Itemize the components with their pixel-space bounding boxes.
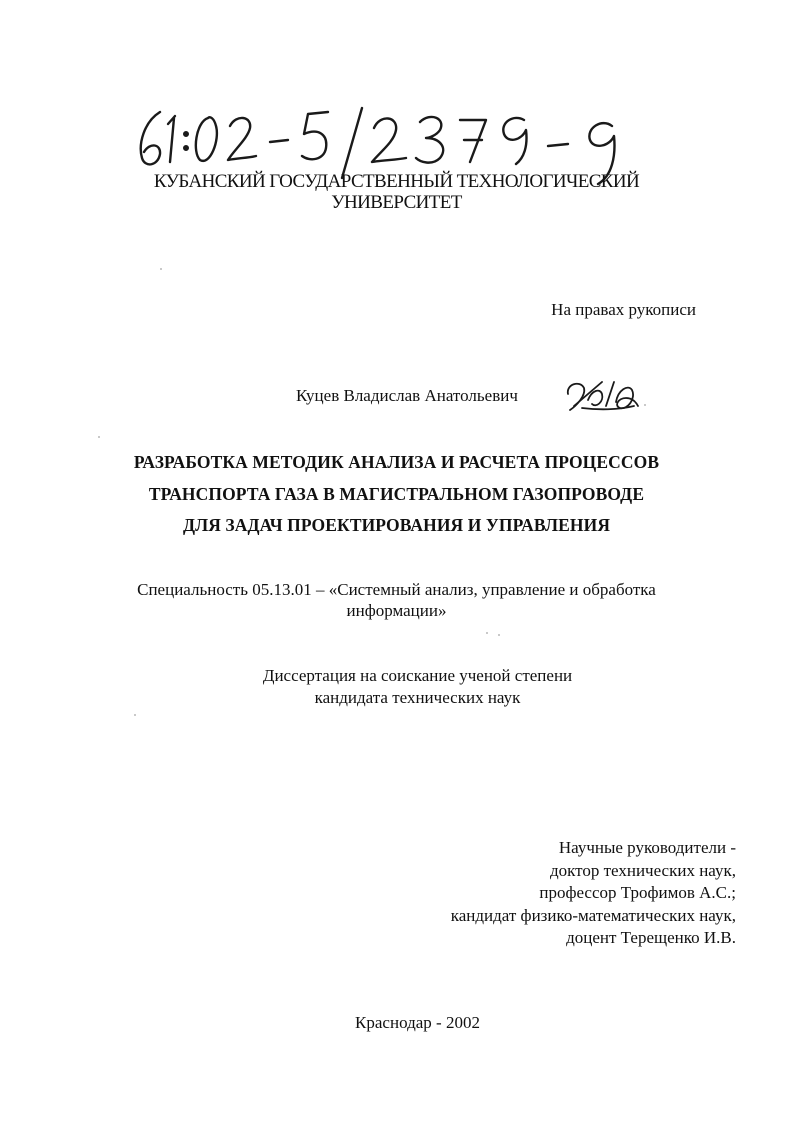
dissertation-title-line-3: ДЛЯ ЗАДАЧ ПРОЕКТИРОВАНИЯ И УПРАВЛЕНИЯ (182, 515, 611, 535)
city-year: Краснодар - 2002 (355, 1013, 480, 1032)
supervisor-line-3: кандидат физико-математических наук, (450, 905, 736, 925)
supervisors-block (451, 837, 736, 950)
degree-line-2: кандидата технических наук (314, 688, 521, 707)
scan-speck (644, 404, 646, 406)
specialty-line-1: Специальность 05.13.01 – «Системный анализ, управление и обработка (137, 580, 656, 599)
supervisor-line-4: доцент Терещенко И.В. (566, 928, 736, 947)
scan-speck (98, 436, 100, 438)
supervisors-heading: Научные руководители - (558, 838, 736, 857)
author-signature (562, 376, 642, 416)
supervisor-line-2: профессор Трофимов А.С.; (539, 883, 736, 902)
university-name-line-1: КУБАНСКИЙ ГОСУДАРСТВЕННЫЙ ТЕХНОЛОГИЧЕСКИЙ (153, 171, 640, 192)
degree-line-1: Диссертация на соискание ученой степени (262, 666, 573, 685)
scan-speck (498, 634, 500, 636)
dissertation-title-line-1: РАЗРАБОТКА МЕТОДИК АНАЛИЗА И РАСЧЕТА ПРОЦЕССОВ (133, 452, 660, 472)
supervisor-line-1: доктор технических наук, (549, 860, 736, 880)
scan-speck (134, 714, 136, 716)
author-name: Куцев Владислав Анатольевич (296, 386, 518, 405)
scan-speck (486, 632, 488, 634)
university-name-line-2: УНИВЕРСИТЕТ (331, 192, 462, 213)
dissertation-title-line-2: ТРАНСПОРТА ГАЗА В МАГИСТРАЛЬНОМ ГАЗОПРОВОДЕ (148, 484, 645, 504)
rights-note: На правах рукописи (551, 300, 696, 319)
signature-graphic (562, 376, 642, 416)
scan-speck (160, 268, 162, 270)
specialty-line-2: информации» (346, 601, 447, 620)
